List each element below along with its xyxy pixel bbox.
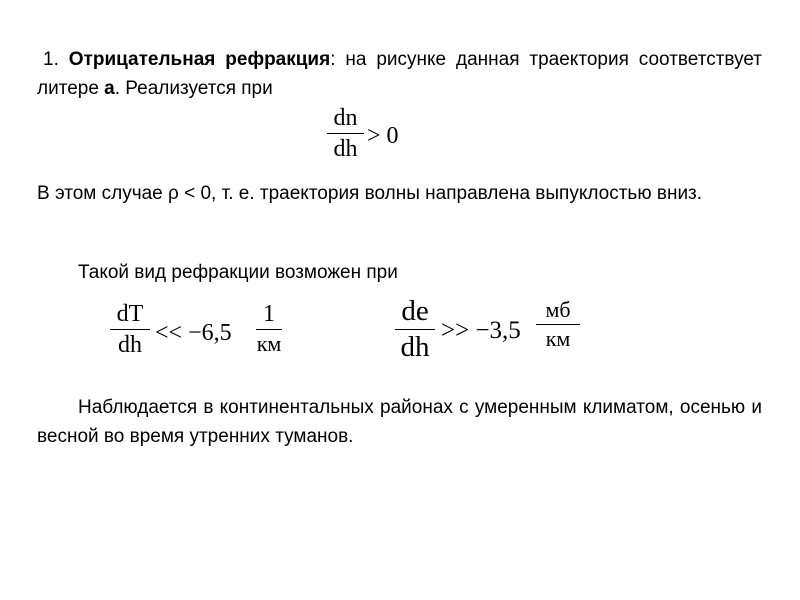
fraction-de-dh: [395, 297, 435, 362]
fraction-bar: [327, 133, 364, 134]
letter-a: а: [104, 78, 115, 99]
fraction-denominator: dh: [400, 331, 430, 363]
formula-operator-value: >> −3,5: [441, 317, 521, 344]
formula-vapor-pressure-gradient: [395, 297, 595, 372]
para1-text-a: : на рисунке данная траектория соответствует литере: [37, 49, 763, 99]
observation-text: Наблюдается в континентальных районах с умеренным климатом, осенью и весной во время утренних туманов.: [37, 397, 762, 447]
formula-rhs: > 0: [367, 123, 399, 149]
formula-dn-dh: [327, 106, 427, 166]
fraction-denominator: dh: [118, 332, 142, 358]
fraction-dt-dh: [110, 302, 150, 357]
paragraph-condition: Такой вид рефракции возможен при: [78, 262, 398, 283]
fraction-dn-dh: [327, 106, 364, 161]
fraction-bar: [536, 324, 580, 325]
formula-operator-value: << −6,5: [155, 320, 232, 346]
fraction-unit: [256, 302, 282, 355]
unit-denominator: км: [256, 331, 282, 356]
item-number: 1.: [43, 49, 59, 70]
fraction-bar: [110, 329, 150, 330]
fraction-numerator: de: [401, 295, 429, 327]
fraction-bar: [256, 329, 282, 330]
fraction-denominator: dh: [333, 136, 358, 162]
fraction-numerator: dn: [333, 105, 358, 131]
fraction-numerator: dT: [116, 301, 144, 327]
paragraph-negative-refraction: [37, 45, 762, 103]
unit-denominator: км: [545, 326, 571, 351]
fraction-bar: [395, 329, 435, 330]
formula-temperature-gradient: [110, 302, 310, 372]
para1-text-b: . Реализуется при: [114, 78, 273, 99]
paragraph-observation: [37, 393, 762, 451]
paragraph-curvature: В этом случае ρ < 0, т. е. траектория волны направлена выпуклостью вниз.: [37, 183, 703, 204]
term-negative-refraction: Отрицательная рефракция: [68, 49, 331, 70]
fraction-unit: [536, 299, 580, 350]
unit-numerator: мб: [545, 297, 571, 322]
unit-numerator: 1: [263, 301, 275, 327]
